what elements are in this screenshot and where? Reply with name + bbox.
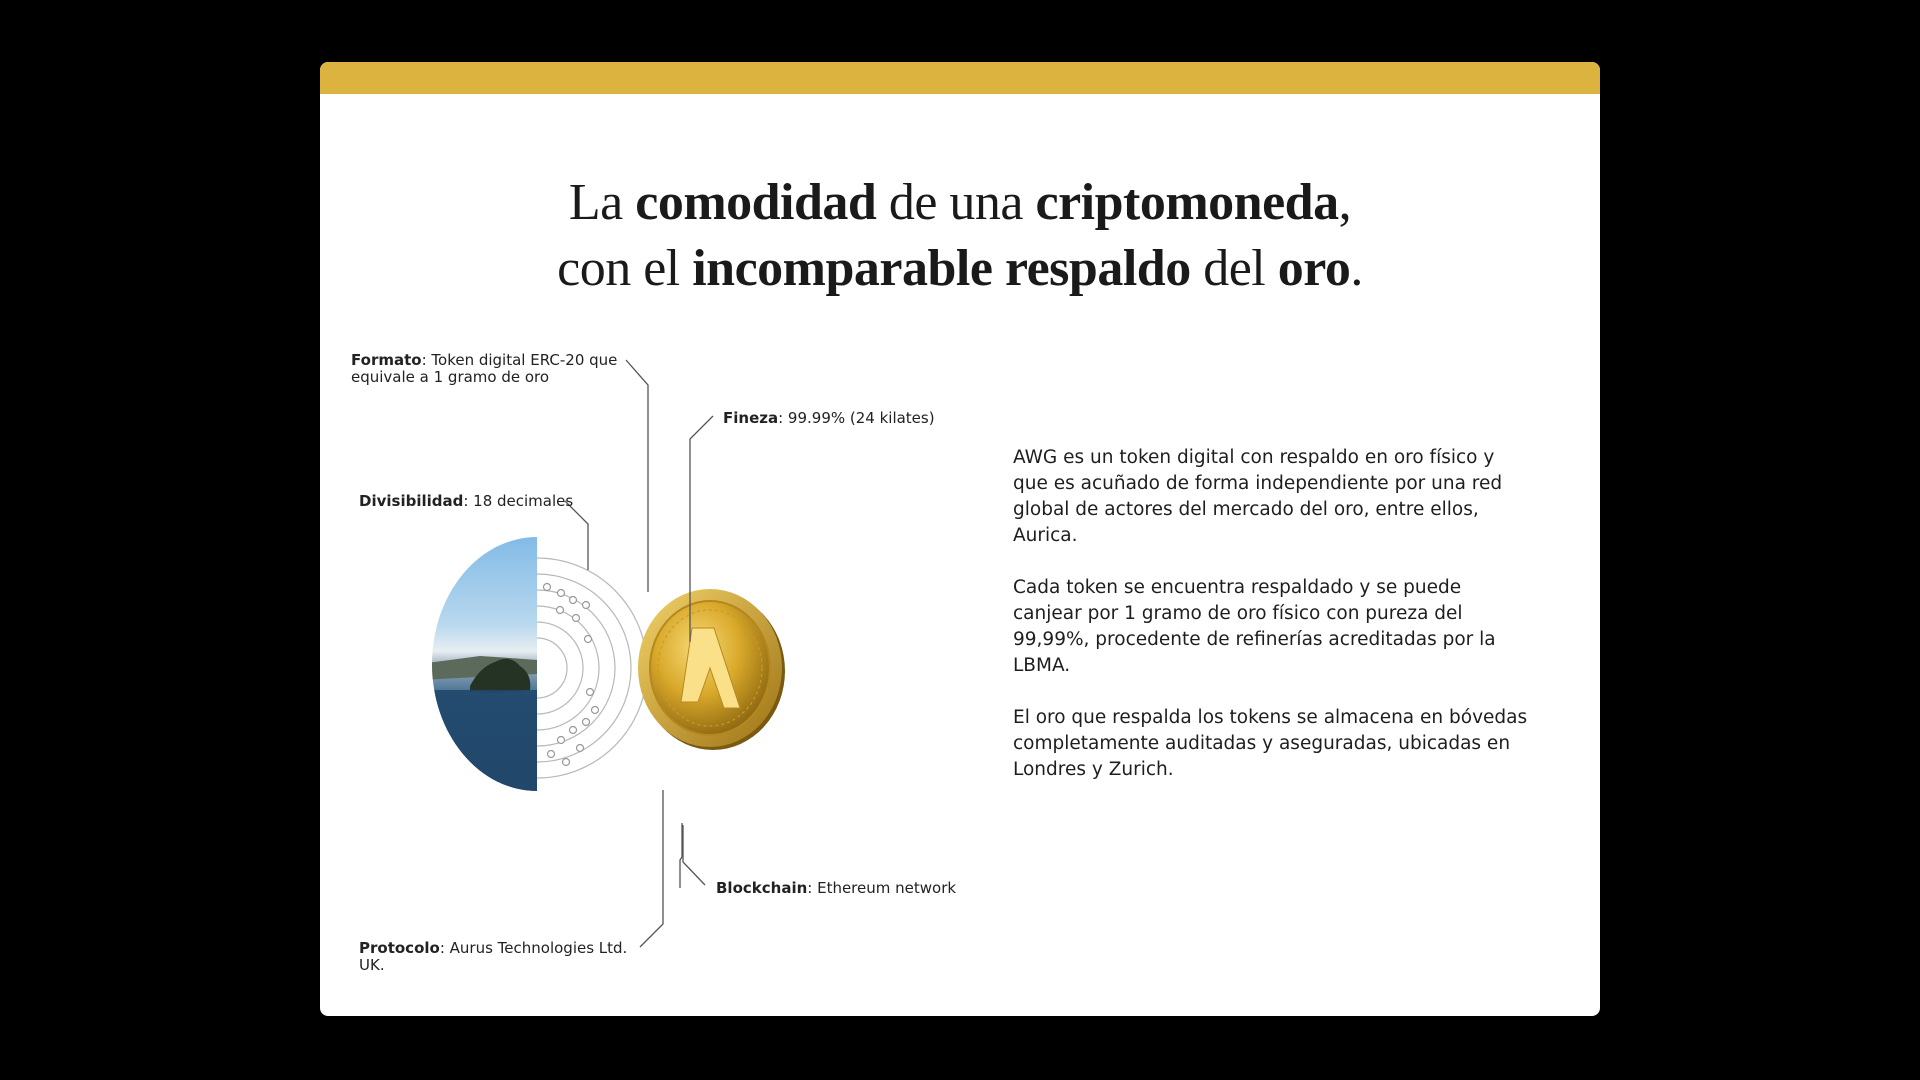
leader-blockchain <box>680 857 682 888</box>
leader-protocolo <box>640 790 663 947</box>
callout-protocolo-label: Protocolo <box>359 939 440 957</box>
callout-blockchain <box>716 880 976 897</box>
description-paragraph-2: Cada token se encuentra respaldado y se puede canjear por 1 gramo de oro físico con pureza del 99,99%, procedente de refinerías acreditadas por la LBMA. <box>1013 577 1496 676</box>
callout-formato-value: : Token digital ERC-20 que equivale a 1 gramo de oro <box>351 351 618 386</box>
headline-line-1 <box>320 170 1600 236</box>
headline-line2-segment-1: incomparable respaldo <box>692 240 1191 297</box>
callout-divisibilidad-label: Divisibilidad <box>359 492 464 510</box>
headline-line1-segment-2: de una <box>876 174 1036 231</box>
callout-fineza <box>723 410 983 427</box>
lake-island-photo <box>420 532 540 800</box>
accent-top-bar <box>320 62 1600 94</box>
headline-line2-segment-3: oro <box>1277 240 1351 297</box>
callout-protocolo <box>359 940 629 974</box>
headline-line-2 <box>320 236 1600 302</box>
leader-formato <box>626 360 648 592</box>
callout-fineza-value: : 99.99% (24 kilates) <box>778 409 935 427</box>
callout-fineza-label: Fineza <box>723 409 779 427</box>
headline-line1-segment-4: , <box>1338 174 1352 231</box>
headline-line1-segment-0: La <box>568 174 636 231</box>
callout-protocolo-value: : Aurus Technologies Ltd. UK. <box>359 939 628 974</box>
headline <box>320 170 1600 302</box>
headline-line1-segment-3: criptomoneda <box>1035 174 1339 231</box>
slide-card <box>320 62 1600 1016</box>
leader-blockchain-end <box>683 825 705 885</box>
description-text <box>1013 445 1533 809</box>
callout-divisibilidad-value: : 18 decimales <box>463 492 574 510</box>
callout-blockchain-label: Blockchain <box>716 879 808 897</box>
leader-lines <box>565 360 713 947</box>
circuit-rings <box>537 558 647 778</box>
leader-divisibilidad <box>565 501 588 570</box>
description-paragraph-3: El oro que respalda los tokens se almacena en bóvedas completamente auditadas y aseguradas, ubicadas en Londres y Zurich. <box>1013 707 1528 780</box>
gold-coin-icon <box>638 589 785 750</box>
leader-fineza <box>690 416 713 642</box>
headline-line2-segment-2: del <box>1190 240 1278 297</box>
headline-line2-segment-4: . <box>1350 240 1363 297</box>
callout-formato-label: Formato <box>351 351 422 369</box>
headline-line1-segment-1: comodidad <box>635 174 877 231</box>
callout-formato <box>351 352 631 386</box>
callout-divisibilidad <box>359 493 619 510</box>
circuit-nodes <box>544 584 599 766</box>
callout-blockchain-value: : Ethereum network <box>807 879 957 897</box>
description-paragraph-1: AWG es un token digital con respaldo en oro físico y que es acuñado de forma independiente por una red global de actores del mercado del oro, entre ellos, Aurica. <box>1013 447 1503 546</box>
headline-line2-segment-0: con el <box>557 240 693 297</box>
